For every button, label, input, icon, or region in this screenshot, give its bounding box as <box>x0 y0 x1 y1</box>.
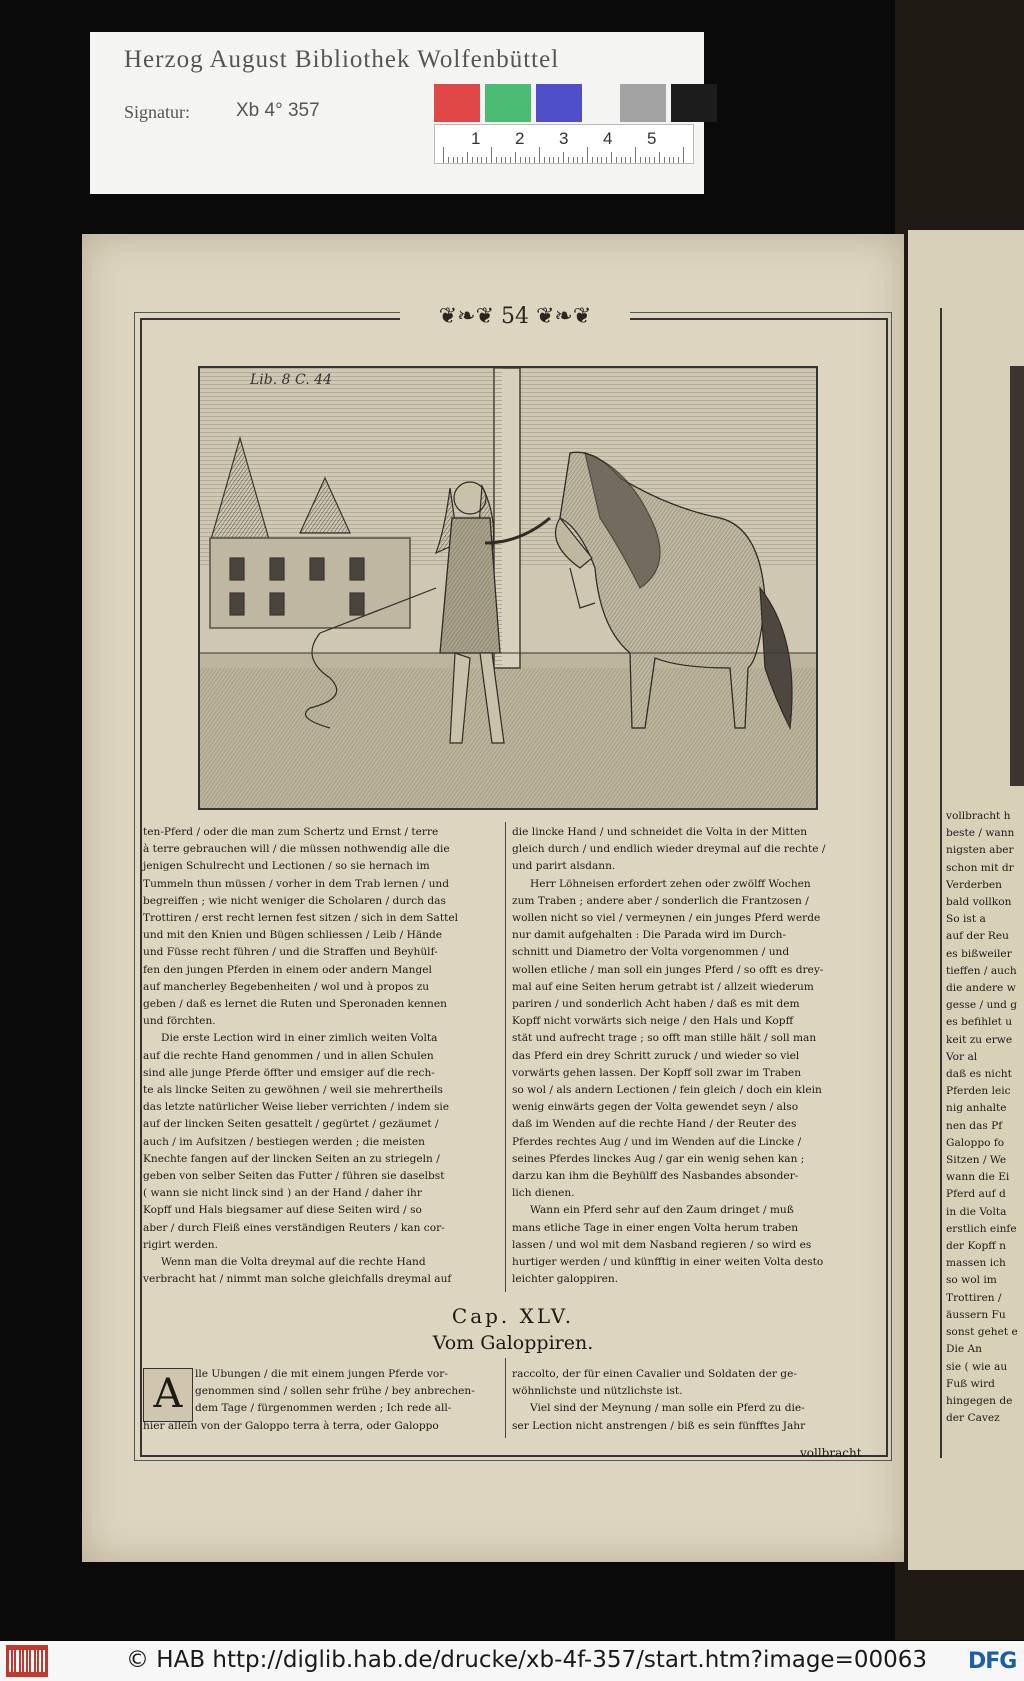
scale-number: 1 <box>471 129 481 148</box>
text-line: Wann ein Pferd sehr auf den Zaum dringet / muß <box>530 1204 794 1217</box>
text-line: leichter galoppiren. <box>512 1273 619 1286</box>
text-line: wöhnlichste und nützlichste ist. <box>512 1385 683 1398</box>
text-line: Knechte fangen auf der lincken Seiten an zu striegeln / <box>143 1152 440 1165</box>
text-line: So ist a <box>946 913 986 926</box>
text-line: und mit den Knien und Bügen schliessen / Leib / Hände <box>143 929 443 942</box>
color-swatch <box>485 84 531 122</box>
text-line: der Kopff n <box>946 1240 1006 1253</box>
text-line: Verderben <box>946 878 1002 891</box>
text-line: daß im Wenden auf die rechte Hand / der Reuter des <box>512 1118 797 1131</box>
scale-tick <box>549 157 550 163</box>
scale-tick <box>520 157 521 163</box>
text-line: äussern Fu <box>946 1308 1006 1321</box>
signature-caption: Signatur: <box>124 102 190 122</box>
text-line: schon mit dr <box>946 861 1014 874</box>
text-line: so wol / als andern Lectionen / fein gleich / doch ein klein <box>512 1084 822 1097</box>
text-line: beste / wann <box>946 827 1015 840</box>
ornament-right-icon: ❦❧❦ <box>529 304 592 329</box>
text-line: sind alle junge Pferde öffter und emsiger auf die rech- <box>143 1066 435 1079</box>
scale-tick <box>486 157 487 163</box>
measurement-scale <box>434 124 694 164</box>
text-line: auch / im Aufsitzen / bestiegen werden ; die meisten <box>143 1135 425 1148</box>
scale-tick <box>472 157 473 163</box>
viewer-footer <box>0 1641 1024 1681</box>
scale-tick <box>505 157 506 163</box>
text-line: ser Lection nicht anstrengen / biß es sein fünfftes Jahr <box>512 1419 806 1432</box>
copyright-url[interactable]: © HAB http://diglib.hab.de/drucke/xb-4f-357/start.htm?image=00063 <box>126 1647 928 1673</box>
text-line: mans etliche Tage in einer engen Volta herum traben <box>512 1221 799 1234</box>
text-line: nur damit aufgehalten : Die Parada wird im Durch- <box>512 929 787 942</box>
text-line: hier allein von der Galoppo terra à terra, oder Galoppo <box>143 1419 439 1432</box>
scale-tick <box>457 157 458 163</box>
text-line: das Pferd ein drey Schritt zuruck / und wieder so viel <box>512 1049 800 1062</box>
text-line: die andere w <box>946 982 1016 995</box>
text-line: Kopff und Hals biegsamer auf diese Seiten wird / so <box>143 1204 422 1217</box>
scale-tick <box>510 157 511 163</box>
text-line: wenig einwärts gegen der Volta gewendet seyn / also <box>512 1101 799 1114</box>
text-line: mal auf eine Seiten herum getrabt ist / allzeit wiederum <box>512 980 814 993</box>
page-number: 54 <box>501 304 529 329</box>
text-line: nigsten aber <box>946 844 1014 857</box>
scale-tick <box>491 147 492 163</box>
text-line: gesse / und g <box>946 999 1018 1012</box>
text-line: Vor al <box>946 1050 978 1063</box>
text-column-left-top <box>143 824 500 1288</box>
text-line: Die An <box>946 1343 982 1356</box>
text-line: in die Volta <box>946 1205 1007 1218</box>
text-line: nen das Pf <box>946 1119 1003 1132</box>
scale-tick <box>453 157 454 163</box>
scale-tick <box>481 157 482 163</box>
engraving-plate <box>198 366 818 810</box>
page-number-header <box>400 304 630 329</box>
drop-cap: A <box>143 1368 193 1422</box>
catchword: vollbracht <box>800 1446 862 1460</box>
text-line: es bißweiler <box>946 947 1012 960</box>
text-line: genommen sind / sollen sehr frühe / bey anbrechen- <box>195 1385 475 1398</box>
scale-tick <box>501 157 502 163</box>
text-line: Pferden leic <box>946 1085 1011 1098</box>
scale-tick <box>529 157 530 163</box>
scale-tick <box>597 157 598 163</box>
text-line: à terre gebrauchen will / die müssen nothwendig alle die <box>143 843 450 856</box>
text-column-right-bottom <box>512 1366 874 1435</box>
scale-tick <box>664 157 665 163</box>
text-line: stät und aufrecht trage ; so offt man stille hält / soll man <box>512 1032 817 1045</box>
text-line: Fuß wird <box>946 1377 995 1390</box>
scale-tick <box>582 157 583 163</box>
text-line: erstlich einfe <box>946 1222 1017 1235</box>
scale-tick <box>611 152 612 163</box>
text-line: auf die rechte Hand genommen / und in allen Schulen <box>143 1049 434 1062</box>
text-line: verbracht hat / nimmt man solche gleichfalls dreymal auf <box>143 1273 452 1286</box>
library-name: Herzog August Bibliothek Wolfenbüttel <box>124 46 560 73</box>
signature-value: Xb 4° 357 <box>236 100 320 121</box>
scale-tick <box>625 157 626 163</box>
scale-tick <box>443 147 444 163</box>
text-line: ten-Pferd / oder die man zum Schertz und Ernst / terre <box>143 826 439 838</box>
scale-tick <box>496 157 497 163</box>
text-line: massen ich <box>946 1257 1006 1270</box>
text-line: Wenn man die Volta dreymal auf die rechte Hand <box>161 1256 426 1269</box>
scale-tick <box>577 157 578 163</box>
column-divider-bottom <box>505 1358 506 1438</box>
dfg-logo: DFG <box>968 1649 1017 1674</box>
scale-tick <box>558 157 559 163</box>
barcode-icon <box>6 1645 48 1677</box>
text-line: sie ( wie au <box>946 1360 1008 1373</box>
text-line: Die erste Lection wird in einer zimlich weiten Volta <box>161 1032 438 1045</box>
text-line: geben von selber Seiten das Futter / führen sie daselbst <box>143 1170 445 1183</box>
text-line: hurtiger werden / und künfftig in einer weiten Volta desto <box>512 1256 824 1269</box>
text-line: geben / daß es lernet die Ruten und Speronaden kennen <box>143 998 447 1011</box>
text-line: schnitt und Diametro der Volta vorgenommen / und <box>512 946 790 959</box>
scale-tick <box>673 157 674 163</box>
scale-tick <box>563 152 564 163</box>
scale-tick <box>640 157 641 163</box>
text-line: sonst gehet e <box>946 1326 1018 1339</box>
scale-tick <box>630 157 631 163</box>
scale-tick <box>525 157 526 163</box>
scale-tick <box>462 157 463 163</box>
text-line: und Füsse recht führen / und die Straffen und Beyhülf- <box>143 946 438 959</box>
library-label-card <box>90 32 704 194</box>
text-line: vollbracht h <box>946 810 1011 822</box>
scale-tick <box>515 152 516 163</box>
scale-number: 3 <box>559 129 569 148</box>
scale-number: 2 <box>515 129 525 148</box>
text-line: nig anhalte <box>946 1102 1007 1115</box>
color-swatch <box>620 84 666 122</box>
text-line: ( wann sie nicht linck sind ) an der Hand / daher ihr <box>143 1187 422 1200</box>
scale-tick <box>592 157 593 163</box>
text-line: das letzte natürlicher Weise lieber verrichten / indem sie <box>143 1101 450 1114</box>
text-line: auf der Reu <box>946 930 1009 943</box>
color-swatch <box>671 84 717 122</box>
text-line: Sitzen / We <box>946 1154 1007 1167</box>
text-line: lassen / und wol mit dem Nasband regieren / so wird es <box>512 1238 812 1251</box>
scale-tick <box>568 157 569 163</box>
text-line: tieffen / auch <box>946 964 1017 977</box>
text-line: auf mancherley Begebenheiten / wol und à propos zu <box>143 980 430 993</box>
text-line: vorwärts gehen lassen. Der Kopff soll zwar im Traben <box>512 1066 802 1079</box>
text-line: wann die Ei <box>946 1171 1010 1184</box>
scale-number: 5 <box>647 129 657 148</box>
scale-tick <box>587 147 588 163</box>
column-divider <box>505 822 506 1292</box>
text-line: daß es nicht <box>946 1068 1012 1081</box>
scale-tick <box>654 157 655 163</box>
text-line: und förchten. <box>143 1015 216 1028</box>
text-column-right-top <box>512 824 874 1288</box>
text-line: Galoppo fo <box>946 1136 1005 1149</box>
adjacent-page-engraving <box>1010 366 1024 786</box>
text-line: lle Ubungen / die mit einem jungen Pferde vor- <box>195 1368 448 1380</box>
text-line: Kopff nicht vorwärts sich neige / den Hals und Kopff <box>512 1015 794 1028</box>
scale-tick <box>448 157 449 163</box>
text-line: keit zu erwe <box>946 1033 1013 1046</box>
scale-tick <box>477 157 478 163</box>
chapter-title: Vom Galoppiren. <box>432 1332 594 1354</box>
scale-tick <box>601 157 602 163</box>
scale-tick <box>621 157 622 163</box>
text-line: wollen etliche / man soll ein junges Pferd / so offt es drey- <box>512 963 824 976</box>
scale-tick <box>539 147 540 163</box>
scale-tick <box>544 157 545 163</box>
text-column-left-bottom <box>143 1366 500 1435</box>
text-line: te als lincke Seiten zu gewöhnen / weil sie mehrertheils <box>143 1084 443 1097</box>
scale-number: 4 <box>603 129 613 148</box>
scale-tick <box>534 157 535 163</box>
text-line: pariren / und sonderlich Acht haben / daß es mit dem <box>512 998 800 1011</box>
text-line: begreiffen ; wie nicht weniger die Scholaren / durch das <box>143 894 446 907</box>
text-line: dem Tage / fürgenommen werden ; Ich rede all- <box>195 1402 452 1415</box>
scale-tick <box>645 157 646 163</box>
scale-tick <box>606 157 607 163</box>
text-line: Tummeln thun müssen / vorher in dem Trab lernen / und <box>143 877 450 890</box>
chapter-heading: Cap. XLV. <box>451 1304 575 1328</box>
text-line: und parirt alsdann. <box>512 860 616 873</box>
text-line: fen den jungen Pferden in einem oder andern Mangel <box>143 963 432 976</box>
scale-tick <box>683 147 684 163</box>
horse-training-engraving <box>200 368 816 808</box>
scale-tick <box>635 147 636 163</box>
adjacent-page-text <box>946 808 1024 1427</box>
scale-tick <box>553 157 554 163</box>
ornament-left-icon: ❦❧❦ <box>438 304 501 329</box>
text-line: raccolto, der für einen Cavalier und Soldaten der ge- <box>512 1368 797 1380</box>
text-line: lich dienen. <box>512 1187 575 1200</box>
text-line: Trottiren / <box>946 1291 1002 1304</box>
scale-tick <box>669 157 670 163</box>
text-line: Herr Löhneisen erfordert zehen oder zwölff Wochen <box>530 877 811 890</box>
text-line: hingegen de <box>946 1394 1013 1407</box>
text-line: Pferd auf d <box>946 1188 1006 1201</box>
scale-tick <box>678 157 679 163</box>
text-line: zum Traben ; andere aber / sonderlich die Frantzosen / <box>512 894 809 907</box>
scale-tick <box>616 157 617 163</box>
text-line: Trottiren / erst recht lernen fest sitzen / sich in dem Sattel <box>143 912 459 925</box>
text-line: bald vollkon <box>946 896 1012 909</box>
text-line: Pferdes rechtes Aug / und im Wenden auf die Lincke / <box>512 1135 802 1148</box>
plate-reference: Lib. 8 C. 44 <box>250 372 332 388</box>
color-swatch <box>434 84 480 122</box>
text-line: so wol im <box>946 1274 997 1287</box>
scale-tick <box>659 152 660 163</box>
text-line: Viel sind der Meynung / man solle ein Pferd zu die- <box>530 1402 805 1415</box>
text-line: darzu kan ihm die Beyhülff des Nasbandes absonder- <box>512 1170 799 1183</box>
text-line: seines Pferdes linckes Aug / gar ein wenig sehen kan ; <box>512 1152 805 1165</box>
text-line: rigirt werden. <box>143 1238 218 1251</box>
scale-tick <box>649 157 650 163</box>
text-line: es befihlet u <box>946 1016 1013 1029</box>
text-line: auf der lincken Seiten gesattelt / gegürtet / gezäumet / <box>143 1118 439 1131</box>
color-swatch <box>536 84 582 122</box>
text-line: aber / durch Fleiß eines verständigen Reuters / kan cor- <box>143 1221 445 1234</box>
scale-tick <box>467 152 468 163</box>
text-line: gleich durch / und endlich wieder dreymal auf die rechte / <box>512 843 826 856</box>
text-line: jenigen Schulrecht und Lectionen / so sie hernach im <box>143 860 430 873</box>
scale-tick <box>573 157 574 163</box>
text-line: wollen nicht so viel / vermeynen / ein junges Pferd werde <box>512 912 821 925</box>
text-line: die lincke Hand / und schneidet die Volta in der Mitten <box>512 826 808 838</box>
text-line: der Cavez <box>946 1412 1000 1425</box>
